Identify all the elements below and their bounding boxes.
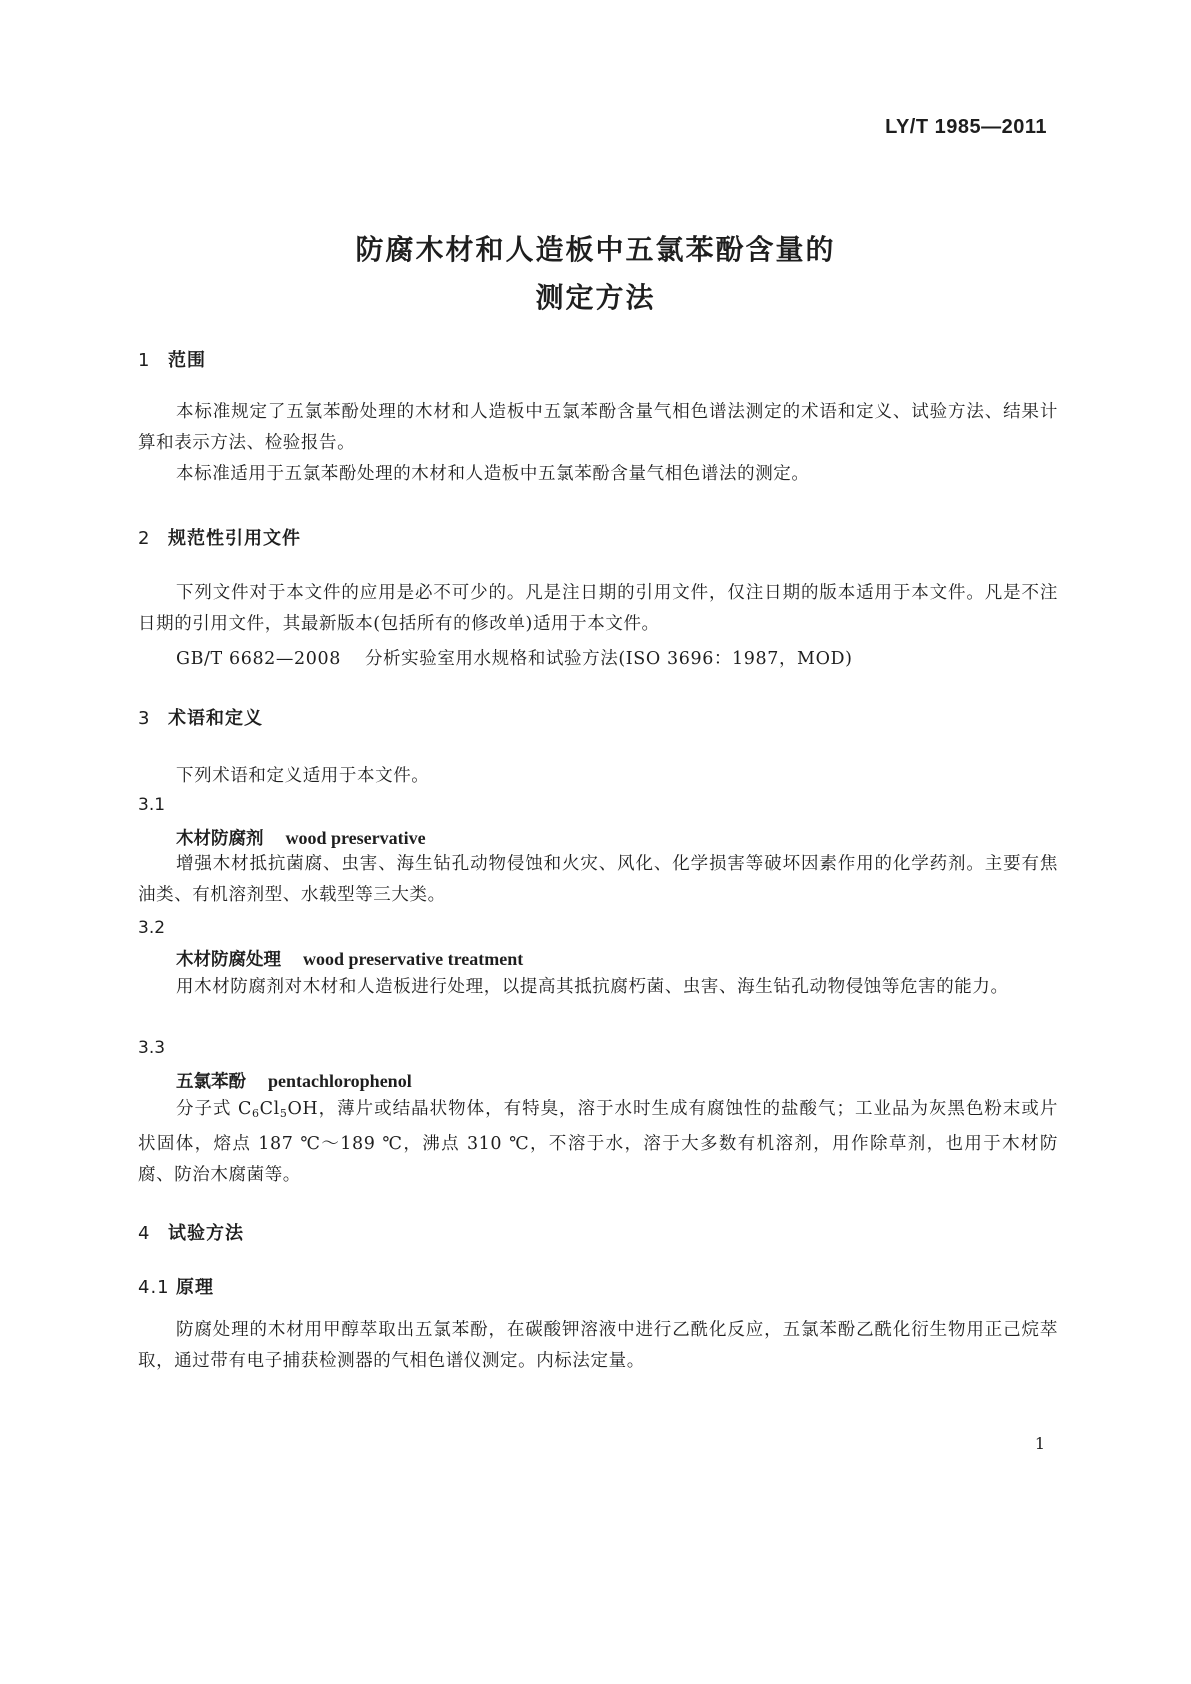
section-number: 1 [138, 350, 151, 371]
formula-chlorine: Cl [259, 1099, 280, 1119]
reference-code: GB/T 6682—2008 [176, 649, 341, 669]
section-number: 4 [138, 1223, 151, 1244]
subsection-number: 4.1 [138, 1277, 170, 1298]
formula-prefix: 分子式 C [176, 1099, 253, 1119]
term-number: 3.3 [138, 1038, 166, 1058]
document-title-line-1: 防腐木材和人造板中五氯苯酚含量的 [355, 233, 836, 266]
term-cn: 木材防腐剂 [176, 829, 264, 849]
section-title: 规范性引用文件 [168, 528, 301, 549]
section-number: 3 [138, 708, 151, 729]
term-heading [176, 946, 523, 971]
term-definition [138, 1094, 1058, 1191]
section-1-paragraph-2: 本标准适用于五氯苯酚处理的木材和人造板中五氯苯酚含量气相色谱法的测定。 [176, 464, 810, 484]
formula-subscript: 5 [279, 1107, 288, 1120]
section-2-paragraph-1: 下列文件对于本文件的应用是必不可少的。凡是注日期的引用文件，仅注日期的版本适用于本文件。凡是不注日期的引用文件，其最新版本(包括所有的修改单)适用于本文件。 [138, 583, 1058, 634]
section-3-intro: 下列术语和定义适用于本文件。 [176, 766, 430, 786]
section-3-heading [138, 704, 263, 730]
subsection-title: 原理 [176, 1277, 214, 1298]
term-definition: 用木材防腐剂对木材和人造板进行处理，以提高其抵抗腐朽菌、虫害、海生钻孔动物侵蚀等危害的能力。 [176, 977, 1009, 997]
section-4-heading [138, 1219, 244, 1245]
term-heading [176, 825, 426, 850]
section-title: 范围 [168, 350, 206, 371]
subsection-4-1-paragraph: 防腐处理的木材用甲醇萃取出五氯苯酚，在碳酸钾溶液中进行乙酰化反应，五氯苯酚乙酰化衍生物用正己烷萃取，通过带有电子捕获检测器的气相色谱仪测定。内标法定量。 [138, 1320, 1058, 1371]
section-number: 2 [138, 528, 151, 549]
term-en: pentachlorophenol [268, 1071, 412, 1091]
subsection-4-1-heading [138, 1273, 214, 1299]
section-1-paragraph-1: 本标准规定了五氯苯酚处理的木材和人造板中五氯苯酚含量气相色谱法测定的术语和定义、试验方法、结果计算和表示方法、检验报告。 [138, 402, 1058, 453]
term-en: wood preservative treatment [303, 949, 524, 969]
section-title: 试验方法 [168, 1223, 244, 1244]
term-cn: 木材防腐处理 [176, 950, 281, 970]
term-definition: 增强木材抵抗菌腐、虫害、海生钻孔动物侵蚀和火灾、风化、化学损害等破坏因素作用的化学药剂。主要有焦油类、有机溶剂型、水载型等三大类。 [138, 854, 1058, 905]
normative-reference [176, 645, 853, 670]
standard-code: LY/T 1985—2011 [885, 116, 1047, 138]
section-2-heading [138, 524, 301, 550]
page-number: 1 [1034, 1434, 1045, 1453]
term-cn: 五氯苯酚 [176, 1072, 246, 1092]
document-title-line-2: 测定方法 [535, 281, 656, 314]
formula-rest: OH，薄片或结晶状物体，有特臭，溶于水时生成有腐蚀性的盐酸气；工业品为灰黑色粉末或片状固体，熔点 187 ℃～189 ℃，沸点 310 ℃，不溶于水，溶于大多数有机溶剂，用作除草剂，也用于木材防腐、防治木腐菌等。 [138, 1099, 1058, 1185]
formula-subscript: 6 [252, 1107, 260, 1120]
term-heading [176, 1068, 412, 1093]
term-number: 3.1 [138, 795, 166, 815]
section-title: 术语和定义 [168, 708, 263, 729]
term-number: 3.2 [138, 918, 166, 938]
term-en: wood preservative [285, 828, 426, 848]
reference-title: 分析实验室用水规格和试验方法(ISO 3696：1987，MOD) [364, 649, 853, 669]
section-1-heading [138, 346, 206, 372]
